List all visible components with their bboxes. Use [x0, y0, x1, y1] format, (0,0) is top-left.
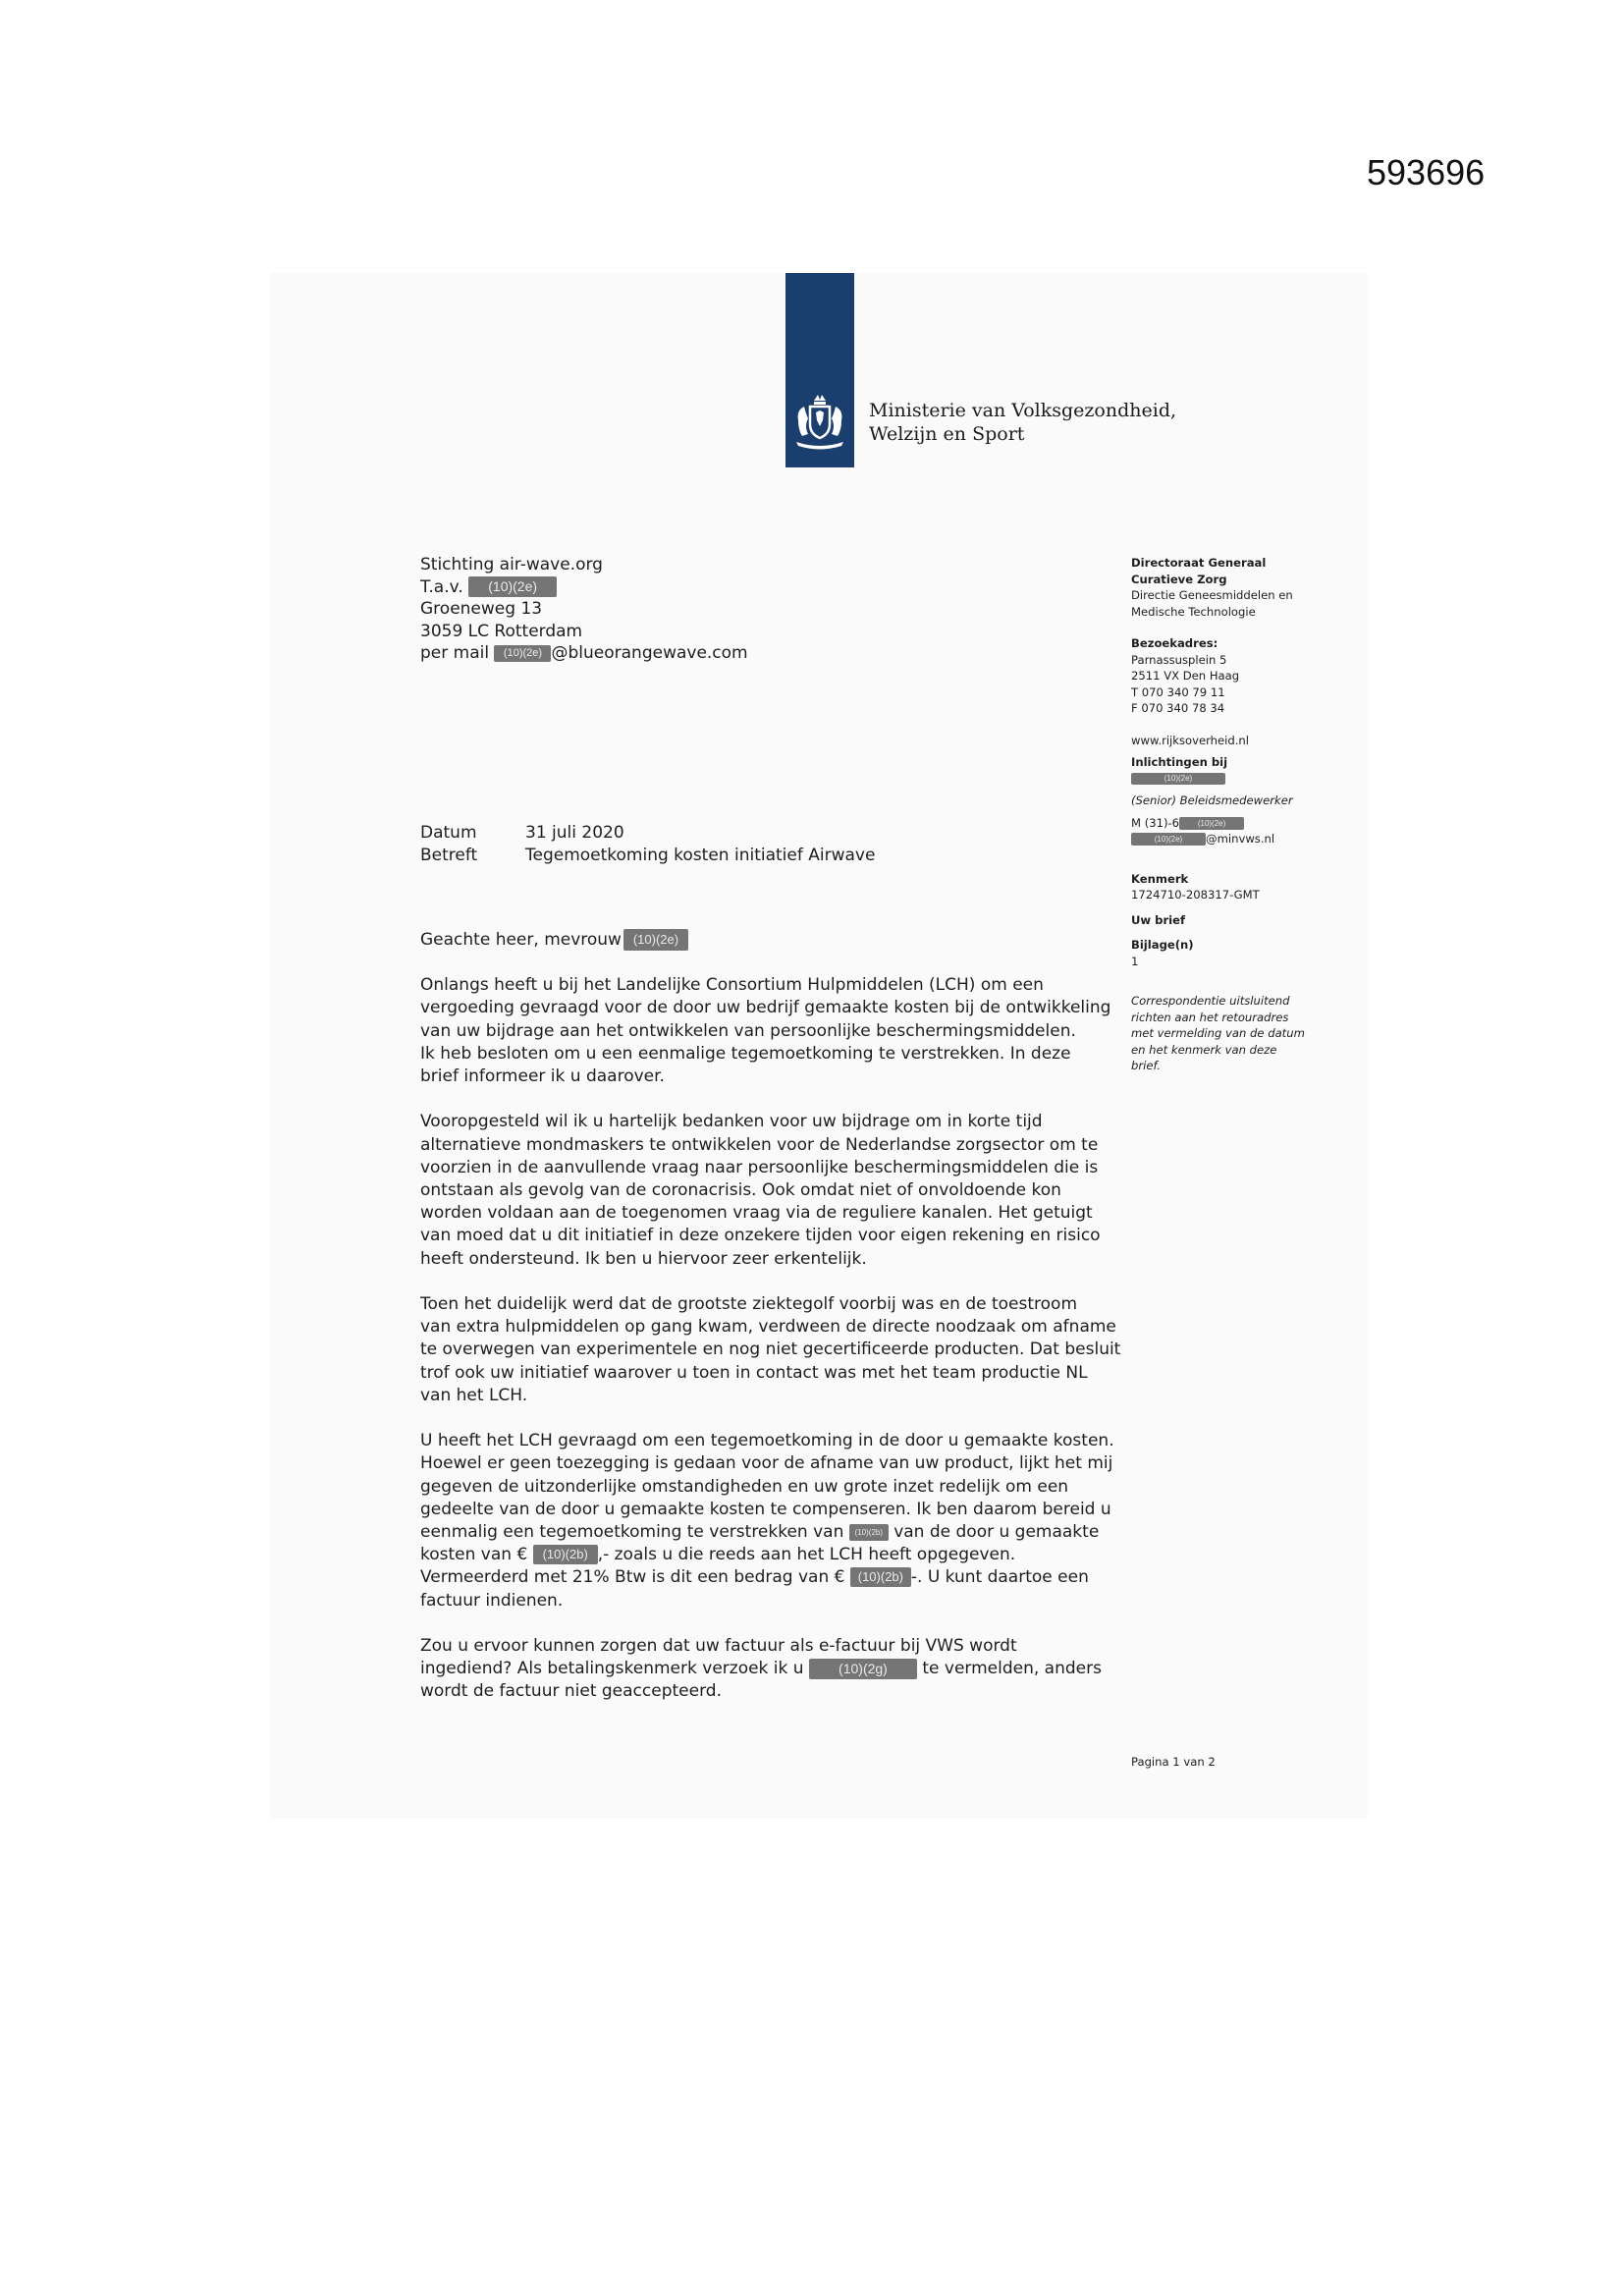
text-line: Toen het duidelijk werd dat de grootste ziektegolf voorbij was en de toestroom — [420, 1294, 1078, 1315]
text-line: alternatieve mondmaskers te ontwikkelen voor de Nederlandse zorgsector om te — [420, 1134, 1099, 1155]
redaction-box: (10)(2b) — [533, 1545, 598, 1564]
text-line: trof ook uw initiatief waarover u toen in contact was met het team productie NL — [420, 1362, 1088, 1383]
mail-domain: @blueorangewave.com — [551, 643, 748, 663]
redaction-box: (10)(2b) — [849, 1524, 889, 1541]
bijlagen-value: 1 — [1131, 954, 1139, 968]
meta-labels — [420, 822, 477, 867]
text-line: ontstaan als gevolg van de coronacrisis. Ook omdat niet of onvoldoende kon — [420, 1180, 1061, 1201]
phone-number: T 070 340 79 11 — [1131, 684, 1225, 699]
text-line: Hoewel er geen toezegging is gedaan voor de afname van uw product, lijkt het mij — [420, 1453, 1113, 1474]
directie-line-1: Directie Geneesmiddelen en — [1131, 588, 1293, 602]
recipient-street: Groeneweg 13 — [420, 599, 543, 619]
mail-label: per mail — [420, 643, 490, 663]
text-line: van het LCH. — [420, 1385, 528, 1405]
datum-label: Datum — [420, 823, 477, 843]
text-line — [420, 1566, 1127, 1589]
tav-label: T.a.v. — [420, 576, 463, 597]
text-line: heeft ondersteund. Ik ben u hiervoor zeer erkentelijk. — [420, 1248, 867, 1269]
contact-mobile — [1131, 815, 1337, 832]
document-number: 593696 — [1367, 152, 1486, 192]
datum-value: 31 juli 2020 — [525, 823, 624, 843]
dg-line-2: Curatieve Zorg — [1131, 572, 1227, 586]
kenmerk-value: 1724710-208317-GMT — [1131, 888, 1260, 902]
meta-values — [525, 822, 875, 867]
recipient-tav — [420, 576, 748, 599]
text-line — [420, 1521, 1127, 1544]
ministry-line-2: Welzijn en Sport — [869, 423, 1025, 445]
coat-of-arms-icon — [788, 391, 851, 454]
kenmerk-label: Kenmerk — [1131, 871, 1189, 886]
text-line: van uw bijdrage aan het ontwikkelen van persoonlijke beschermingsmiddelen. — [420, 1020, 1076, 1041]
redaction-box: (10)(2e) — [1179, 817, 1244, 830]
ministry-name — [869, 399, 1176, 446]
redaction-box: (10)(2e) — [1131, 833, 1206, 846]
text-segment: kosten van € — [420, 1545, 528, 1565]
text-line — [420, 1544, 1127, 1566]
sidebar — [1131, 555, 1337, 1074]
correspondence-note-line: met vermelding van de datum — [1131, 1026, 1305, 1040]
text-line: Onlangs heeft u bij het Landelijke Consortium Hulpmiddelen (LCH) om een — [420, 975, 1044, 996]
text-line: wordt de factuur niet geaccepteerd. — [420, 1681, 722, 1702]
recipient-postcode-city: 3059 LC Rotterdam — [420, 621, 583, 641]
mobile-prefix: M (31)-6 — [1131, 815, 1180, 830]
text-line: te overwegen van experimentele en nog niet gecertificeerde producten. Dat besluit — [420, 1339, 1121, 1360]
fax-number: F 070 340 78 34 — [1131, 701, 1225, 715]
bezoekadres-label: Bezoekadres: — [1131, 636, 1218, 650]
salutation-text: Geachte heer, mevrouw — [420, 930, 622, 950]
recipient-organisation: Stichting air-wave.org — [420, 555, 603, 574]
dg-line-1: Directoraat Generaal — [1131, 556, 1267, 570]
uw-brief-label: Uw brief — [1131, 912, 1186, 927]
directie-line-2: Medische Technologie — [1131, 604, 1256, 619]
text-line: voorzien in de aanvullende vraag naar persoonlijke beschermingsmiddelen die is — [420, 1157, 1099, 1177]
correspondence-note-line: en het kenmerk van deze — [1131, 1042, 1277, 1057]
paragraph-2 — [420, 1111, 1127, 1270]
letter-body — [420, 929, 1127, 1704]
text-line: Vooropgesteld wil ik u hartelijk bedanken voor uw bijdrage om in korte tijd — [420, 1112, 1043, 1132]
paragraph-3 — [420, 1293, 1127, 1407]
text-line: gedeelte van de door u gemaakte kosten te compenseren. Ik ben daarom bereid u — [420, 1499, 1111, 1519]
website: www.rijksoverheid.nl — [1131, 733, 1249, 747]
redaction-box: (10)(2e) — [494, 645, 551, 662]
redaction-box: (10)(2b) — [850, 1567, 911, 1587]
contact-email — [1131, 831, 1337, 847]
text-line: Ik heb besloten om u een eenmalige tegemoetkoming te verstrekken. In deze — [420, 1043, 1071, 1064]
contact-role: (Senior) Beleidsmedewerker — [1131, 793, 1293, 807]
text-segment: van de door u gemaakte — [893, 1522, 1100, 1543]
text-line: gegeven de uitzonderlijke omstandigheden en uw grote inzet redelijk om een — [420, 1476, 1069, 1497]
ministry-line-1: Ministerie van Volksgezondheid, — [869, 400, 1177, 421]
text-line: worden voldaan aan de toegenomen vraag via de reguliere kanalen. Het getuigt — [420, 1203, 1093, 1224]
text-line: van extra hulpmiddelen op gang kwam, verdween de directe noodzaak om afname — [420, 1317, 1116, 1338]
correspondence-note-line: Correspondentie uitsluitend — [1131, 994, 1290, 1008]
paragraph-4 — [420, 1430, 1127, 1613]
salutation — [420, 929, 1127, 952]
text-segment: ingediend? Als betalingskenmerk verzoek ik u — [420, 1659, 804, 1679]
bezoekadres-street: Parnassusplein 5 — [1131, 652, 1227, 667]
text-segment: -. U kunt daartoe een — [910, 1567, 1089, 1588]
betreft-label: Betreft — [420, 846, 478, 865]
text-segment: Vermeerderd met 21% Btw is dit een bedrag van € — [420, 1567, 845, 1588]
text-line: vergoeding gevraagd voor de door uw bedrijf gemaakte kosten bij de ontwikkeling — [420, 998, 1111, 1018]
page-number: Pagina 1 van 2 — [1131, 1755, 1216, 1769]
text-line — [420, 1658, 1127, 1680]
recipient-email — [420, 642, 748, 665]
redaction-box: (10)(2g) — [809, 1659, 917, 1679]
redaction-box: (10)(2e) — [1131, 773, 1225, 785]
recipient-address — [420, 554, 748, 665]
redaction-box: (10)(2e) — [623, 929, 688, 951]
inlichtingen-label: Inlichtingen bij — [1131, 755, 1228, 769]
betreft-value: Tegemoetkoming kosten initiatief Airwave — [525, 846, 876, 865]
text-segment: eenmalig een tegemoetkoming te verstrekken van — [420, 1522, 844, 1543]
paragraph-5 — [420, 1635, 1127, 1704]
bijlagen-label: Bijlage(n) — [1131, 938, 1194, 952]
text-line: van moed dat u dit initiatief in deze onzekere tijden voor eigen rekening en risico — [420, 1226, 1101, 1246]
text-line: U heeft het LCH gevraagd om een tegemoetkoming in de door u gemaakte kosten. — [420, 1431, 1114, 1451]
bezoekadres-city: 2511 VX Den Haag — [1131, 669, 1240, 683]
text-segment: te vermelden, anders — [922, 1659, 1102, 1679]
paragraph-1 — [420, 974, 1127, 1088]
text-segment: ,- zoals u die reeds aan het LCH heeft opgegeven. — [597, 1545, 1016, 1565]
contact-name — [1131, 771, 1337, 788]
email-domain: @minvws.nl — [1206, 832, 1275, 846]
text-line: factuur indienen. — [420, 1590, 564, 1611]
text-line: brief informeer ik u daarover. — [420, 1066, 665, 1087]
correspondence-note-line: richten aan het retouradres — [1131, 1010, 1289, 1024]
correspondence-note-line: brief. — [1131, 1059, 1162, 1072]
redaction-box: (10)(2e) — [468, 576, 557, 597]
text-line: Zou u ervoor kunnen zorgen dat uw factuur als e-factuur bij VWS wordt — [420, 1636, 1017, 1657]
